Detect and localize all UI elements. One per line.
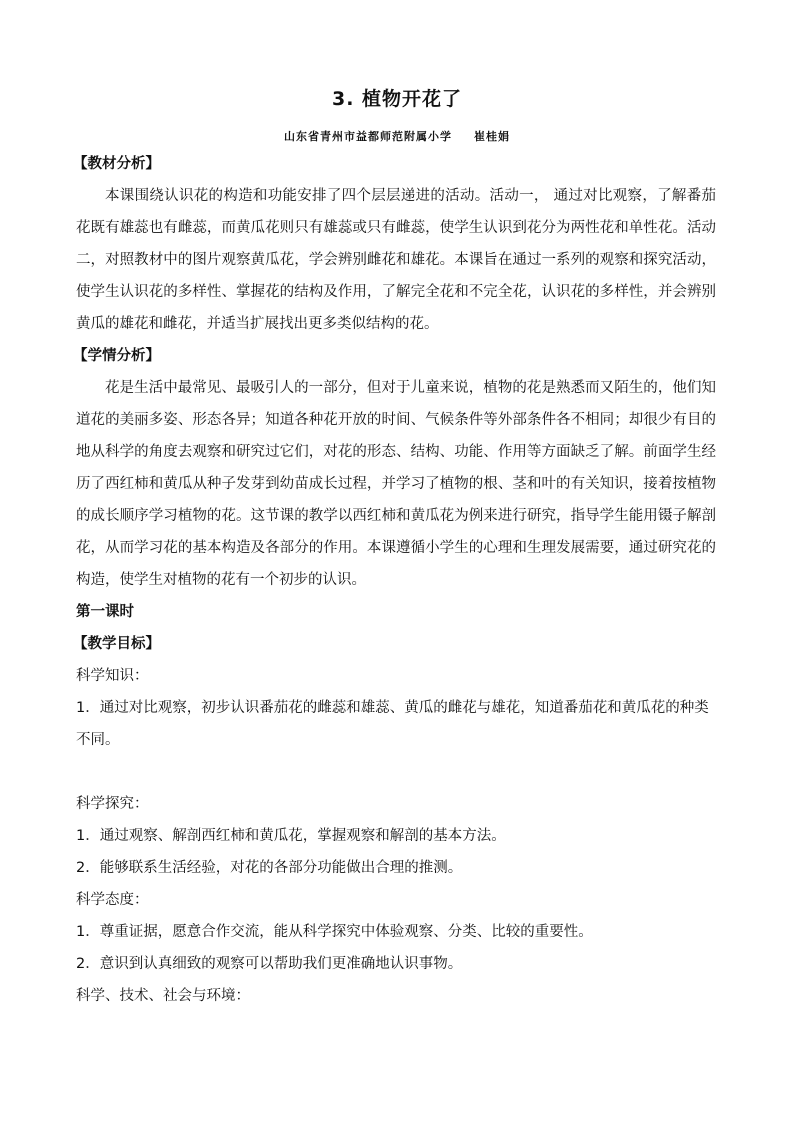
attitude-item-2: 2．意识到认真细致的观察可以帮助我们更准确地认识事物。 <box>76 956 463 972</box>
blank-line <box>76 756 716 788</box>
attitude-label: 科学态度： <box>76 892 149 908</box>
section-heading-student-analysis: 【学情分析】 <box>73 348 160 364</box>
attitude-item-1: 1．尊重证据，愿意合作交流，能从科学探究中体验观察、分类、比较的重要性。 <box>76 924 593 940</box>
stse-label: 科学、技术、社会与环境： <box>76 988 250 1004</box>
section-heading-textbook-analysis: 【教材分析】 <box>73 156 160 172</box>
author-name: 崔桂娟 <box>474 130 510 143</box>
section-paragraph-student-analysis: 花是生活中最常见、最吸引人的一部分，但对于儿童来说，植物的花是熟悉而又陌生的，他们知道花的美丽多姿、形态各异；知道各种花开放的时间、气候条件等外部条件各不相同；却很少有目的地从科学的角度去观察和研究过它们，对花的形态、结构、功能、作用等方面缺乏了解。前面学生经历了西红柿和黄瓜从种子发芽到幼苗成长过程，并学习了植物的根、茎和叶的有关知识，接着按植物的成长顺序学习植物的花。这节课的教学以西红柿和黄瓜花为例来进行研究，指导学生能用镊子解剖花，从而学习花的基本构造及各部分的作用。本课遵循小学生的心理和生理发展需要，通过研究花的构造，使学生对植物的花有一个初步的认识。 <box>76 380 716 588</box>
knowledge-label: 科学知识： <box>76 668 149 684</box>
section-paragraph-textbook-analysis: 本课围绕认识花的构造和功能安排了四个层层递进的活动。活动一， 通过对比观察，了解番茄花既有雄蕊也有雌蕊，而黄瓜花则只有雄蕊或只有雌蕊，使学生认识到花分为两性花和单性花。活动二，对照教材中的图片观察黄瓜花，学会辨别雌花和雄花。本课旨在通过一系列的观察和探究活动，使学生认识花的多样性、掌握花的结构及作用，了解完全花和不完全花，认识花的多样性，并会辨别黄瓜的雄花和雌花，并适当扩展找出更多类似结构的花。 <box>76 188 716 332</box>
author-school: 山东省青州市益都师范附属小学 <box>284 130 452 143</box>
document-body <box>73 148 716 1012</box>
lesson-label: 第一课时 <box>76 604 134 620</box>
document-title: 3. 植物开花了 <box>331 88 463 110</box>
knowledge-item-1: 1．通过对比观察，初步认识番茄花的雌蕊和雄蕊、黄瓜的雌花与雄花，知道番茄花和黄瓜花的种类不同。 <box>76 700 709 748</box>
objectives-heading: 【教学目标】 <box>73 636 160 652</box>
inquiry-item-2: 2．能够联系生活经验，对花的各部分功能做出合理的推测。 <box>76 860 463 876</box>
inquiry-label: 科学探究： <box>76 796 149 812</box>
author-line <box>0 128 794 144</box>
inquiry-item-1: 1．通过观察、解剖西红柿和黄瓜花，掌握观察和解剖的基本方法。 <box>76 828 506 844</box>
